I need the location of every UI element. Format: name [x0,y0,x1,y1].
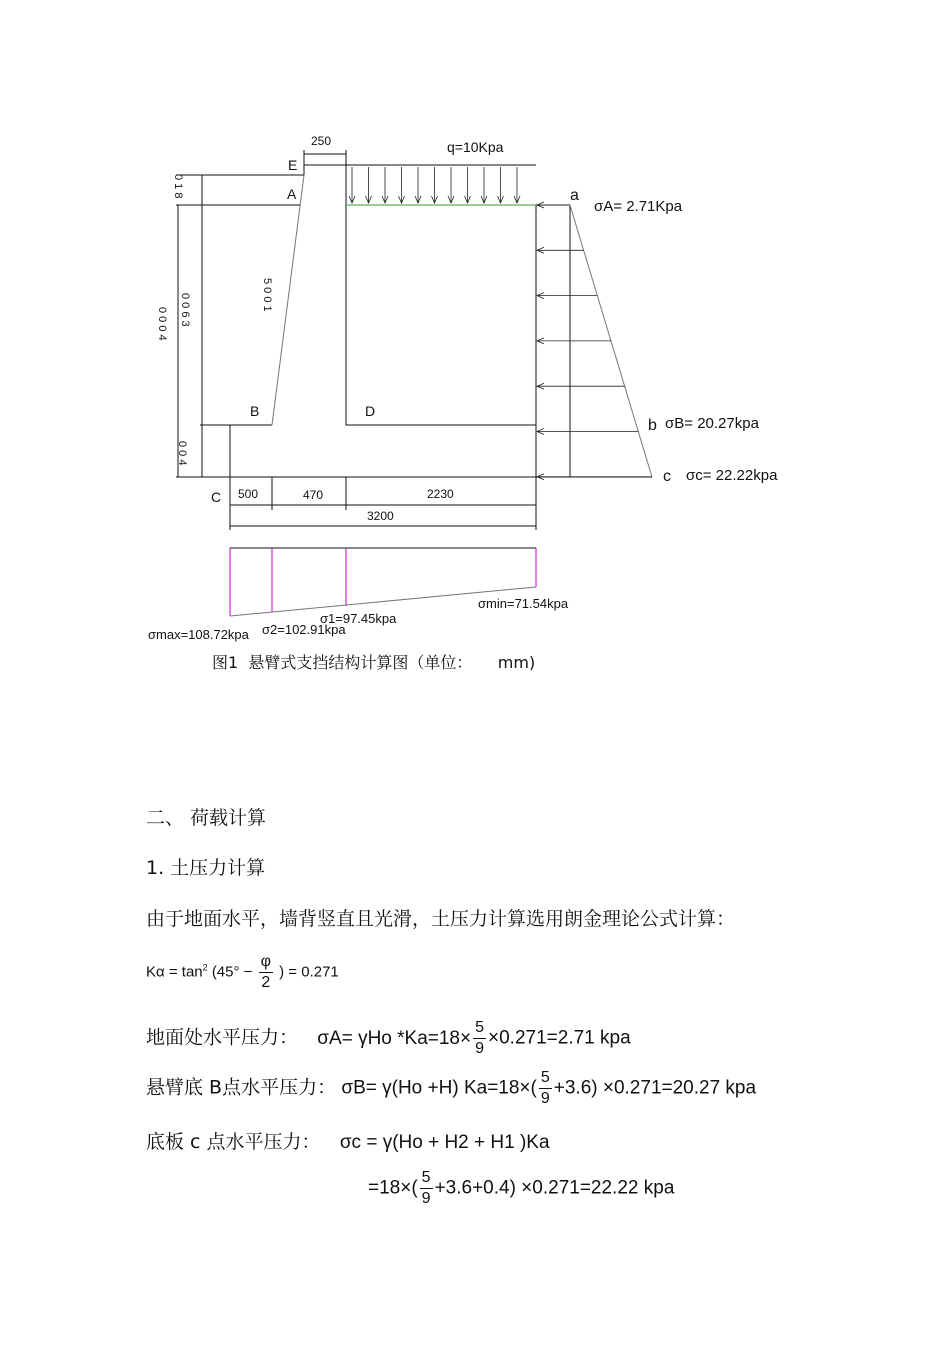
dim-500-label: 500 [238,487,259,501]
line-C2-post: +3.6+0.4) ×0.271=22.22 kpa [434,1177,675,1199]
subsection-title: 1. 土压力计算 [146,857,266,879]
line-B [146,1068,756,1109]
stem-back-face [272,175,304,425]
line-C-formula: σc = γ(Ho + H2 + H1 )Ka [339,1132,550,1153]
sigma-max-label: σmax=108.72kpa [148,627,249,642]
pressure-arrow [537,202,570,208]
line-A-fraction [473,1018,486,1059]
sigma-B-label: σB= 20.27kpa [665,415,759,432]
q-arrow [382,167,388,203]
line-A-den: 9 [475,1040,485,1057]
dim-left-total-label: 0 0 0 4 [156,307,168,341]
line-C2 [368,1168,674,1209]
point-c-label: c [663,468,671,485]
q-arrow [498,167,504,203]
line-C2-den: 9 [421,1190,431,1207]
line-A-num: 5 [473,1018,486,1039]
line-C2-fraction [420,1168,433,1209]
ka-lhs: Kα = tan [146,963,203,981]
sigma-min-label: σmin=71.54kpa [478,596,569,611]
q-arrow [415,167,421,203]
dim-stem-label: 5 0 0 1 [261,278,273,312]
ka-den: 2 [261,974,271,991]
dim-470-label: 470 [303,488,324,502]
line-B-post: +3.6) ×0.271=20.27 kpa [553,1077,757,1099]
pressure-arrow [537,293,597,299]
line-C2-pre: =18×( [368,1177,418,1199]
line-A [146,1018,631,1059]
pressure-arrow [537,338,611,344]
dim-left-top-label: 0 1 8 [172,174,184,199]
q-arrow [432,167,438,203]
ka-rhs: ) = 0.271 [279,963,339,981]
ka-exp: 2 [202,962,208,973]
line-B-label: 悬臂底 B点水平压力： [146,1076,337,1099]
point-a-label: a [570,187,579,204]
earth-pressure-arrows [537,202,652,480]
point-D-label: D [365,403,376,419]
q-arrow [366,167,372,203]
sigma-2-label: σ2=102.91kpa [262,622,346,637]
section-title: 二、 荷载计算 [146,807,267,829]
intro-text: 由于地面水平，墙背竖直且光滑，土压力计算选用朗金理论公式计算： [146,908,736,930]
line-B-den: 9 [540,1090,550,1107]
dim-left-bottom-label: 0 0 4 [176,441,188,466]
q-arrow [448,167,454,203]
q-arrow [481,167,487,203]
q-load-arrows [349,167,520,203]
ka-num: φ [259,952,273,973]
dim-3200-label: 3200 [367,509,394,523]
q-label: q=10Kpa [447,139,504,155]
ka-open: (45° − [211,963,253,981]
point-E-label: E [288,157,298,173]
point-A-label: A [287,186,297,202]
point-B-label: B [250,403,260,419]
q-arrow [399,167,405,203]
line-C2-num: 5 [420,1168,433,1189]
point-b-label: b [648,417,657,434]
line-B-pre: σB= γ(Ho +H) Ka=18×( [341,1077,537,1099]
sigma-A-label: σA= 2.71Kpa [594,198,683,215]
pressure-arrow [537,474,652,480]
line-A-post: ×0.271=2.71 kpa [488,1027,631,1049]
sigma-C-label: σc= 22.22kpa [686,467,778,484]
dim-2230-label: 2230 [427,487,454,501]
dim-left-mid-label: 0 0 6 3 [179,293,191,327]
ka-fraction [259,952,273,993]
q-arrow [349,167,355,203]
pressure-arrow [537,429,638,435]
point-C-label: C [211,489,222,505]
pressure-arrow [537,383,625,389]
line-C-label: 底板 c 点水平压力： [146,1131,321,1153]
dim-250-label: 250 [311,134,332,148]
line-B-num: 5 [539,1068,552,1089]
sigma-1-label: σ1=97.45kpa [320,611,397,626]
q-arrow [514,167,520,203]
line-B-fraction [539,1068,552,1109]
line-A-label: 地面处水平压力： [146,1026,299,1049]
pressure-arrow [537,247,584,253]
ka-formula [146,952,339,993]
q-arrow [465,167,471,203]
figure-caption: 图1 悬臂式支挡结构计算图（单位： mm) [212,653,536,672]
line-A-pre: σA= γHo *Ka=18× [317,1027,472,1049]
wall-outline [230,165,536,477]
line-C [146,1127,550,1154]
